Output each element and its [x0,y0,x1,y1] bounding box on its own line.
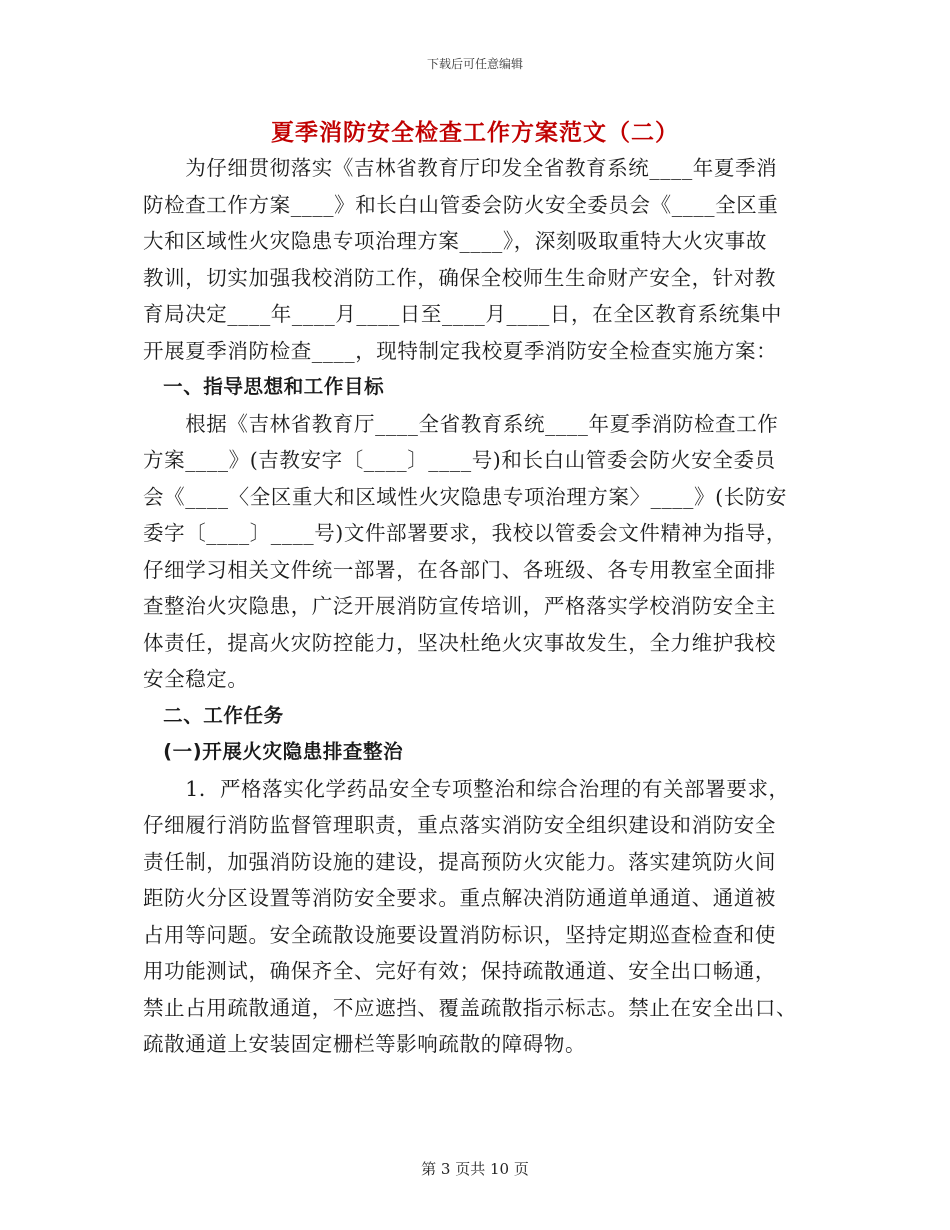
document-body [143,150,808,1063]
text-line: 占用等问题。安全疏散设施要设置消防标识，坚持定期巡查检查和使 [143,922,776,947]
text-line: 委字〔____〕____号)文件部署要求，我校以管委会文件精神为指导， [143,521,787,545]
text-line: 禁止占用疏散通道，不应遮挡、覆盖疏散指示标志。禁止在安全出口、 [143,995,798,1020]
text-line: 查整治火灾隐患，广泛开展消防宣传培训，严格落实学校消防安全主 [143,594,776,618]
text-line: 仔细学习相关文件统一部署，在各部门、各班级、各专用教室全面排 [143,557,776,582]
text-line: 1．严格落实化学药品安全专项整治和综合治理的有关部署要求， [143,776,790,801]
text-line: 防检查工作方案____》和长白山管委会防火安全委员会《____全区重 [143,192,779,217]
text-line: 责任制，加强消防设施的建设，提高预防火灾能力。落实建筑防火间 [143,849,776,874]
text-line: 大和区域性火灾隐患专项治理方案____》，深刻吸取重特大火灾事故 [143,229,767,253]
text-line: 方案____》(吉教安字〔____〕____号)和长白山管委会防火安全委员 [143,448,776,472]
text-line: 为仔细贯彻落实《吉林省教育厅印发全省教育系统____年夏季消 [143,156,778,180]
text-line: 用功能测试，确保齐全、完好有效；保持疏散通道、安全出口畅通， [143,959,776,983]
text-line: 开展夏季消防检查____，现特制定我校夏季消防安全检查实施方案： [143,338,778,363]
text-line: 仔细履行消防监督管理职责，重点落实消防安全组织建设和消防安全 [143,813,776,837]
text-line: 会《____〈全区重大和区域性火灾隐患专项治理方案〉____》(长防安 [143,484,787,509]
section-heading: 二、工作任务 [143,703,284,727]
text-line: 根据《吉林省教育厅____全省教育系统____年夏季消防检查工作 [143,411,779,436]
text-line: 疏散通道上安装固定栅栏等影响疏散的障碍物。 [143,1032,587,1056]
header-note: 下载后可任意编辑 [426,57,523,71]
section-heading: (一)开展火灾隐患排查整治 [143,740,404,763]
page-footer: 第 3 页共 10 页 [421,1160,529,1178]
text-line: 安全稳定。 [143,667,249,691]
text-line: 距防火分区设置等消防安全要求。重点解决消防通道单通道、通道被 [143,886,776,910]
text-line: 体责任，提高火灾防控能力，坚决杜绝火灾事故发生，全力维护我校 [143,630,776,655]
section-heading: 一、指导思想和工作目标 [143,375,385,398]
text-line: 育局决定____年____月____日至____月____日，在全区教育系统集中 [143,302,782,326]
document-title: 夏季消防安全检查工作方案范文（二） [271,120,679,146]
text-line: 教训，切实加强我校消防工作，确保全校师生生命财产安全，针对教 [143,265,776,290]
